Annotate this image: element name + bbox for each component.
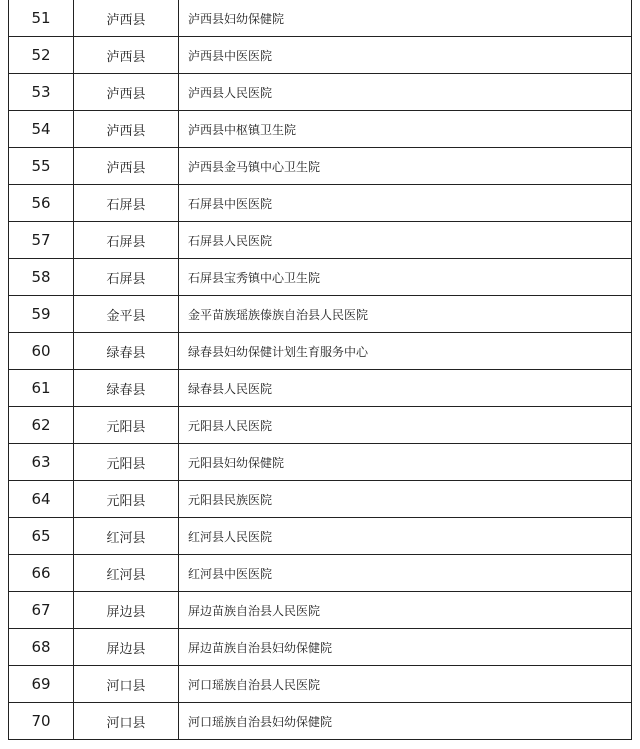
table-row <box>9 74 632 111</box>
row-number: 69 <box>9 666 74 703</box>
hospital-table-body <box>9 0 632 740</box>
table-row <box>9 592 632 629</box>
row-number: 67 <box>9 592 74 629</box>
county-cell: 泸西县 <box>74 148 179 185</box>
county-cell: 金平县 <box>74 296 179 333</box>
county-cell: 红河县 <box>74 518 179 555</box>
hospital-name-cell: 石屏县宝秀镇中心卫生院 <box>179 259 632 296</box>
table-row <box>9 666 632 703</box>
hospital-name-cell: 泸西县金马镇中心卫生院 <box>179 148 632 185</box>
county-cell: 红河县 <box>74 555 179 592</box>
county-cell: 石屏县 <box>74 222 179 259</box>
hospital-name-cell: 绿春县人民医院 <box>179 370 632 407</box>
table-row <box>9 0 632 37</box>
table-row <box>9 185 632 222</box>
table-row <box>9 629 632 666</box>
row-number: 70 <box>9 703 74 740</box>
row-number: 53 <box>9 74 74 111</box>
county-cell: 绿春县 <box>74 333 179 370</box>
row-number: 68 <box>9 629 74 666</box>
row-number: 61 <box>9 370 74 407</box>
table-row <box>9 222 632 259</box>
row-number: 52 <box>9 37 74 74</box>
county-cell: 泸西县 <box>74 0 179 37</box>
hospital-name-cell: 元阳县民族医院 <box>179 481 632 518</box>
county-cell: 泸西县 <box>74 111 179 148</box>
hospital-name-cell: 河口瑶族自治县人民医院 <box>179 666 632 703</box>
row-number: 55 <box>9 148 74 185</box>
table-row <box>9 444 632 481</box>
table-row <box>9 333 632 370</box>
hospital-name-cell: 金平苗族瑶族傣族自治县人民医院 <box>179 296 632 333</box>
hospital-name-cell: 泸西县妇幼保健院 <box>179 0 632 37</box>
hospital-table <box>8 0 632 740</box>
table-row <box>9 296 632 333</box>
table-row <box>9 259 632 296</box>
table-row <box>9 148 632 185</box>
table-row <box>9 111 632 148</box>
table-row <box>9 518 632 555</box>
county-cell: 河口县 <box>74 666 179 703</box>
row-number: 57 <box>9 222 74 259</box>
hospital-name-cell: 红河县人民医院 <box>179 518 632 555</box>
hospital-name-cell: 绿春县妇幼保健计划生育服务中心 <box>179 333 632 370</box>
hospital-name-cell: 元阳县妇幼保健院 <box>179 444 632 481</box>
hospital-name-cell: 屏边苗族自治县人民医院 <box>179 592 632 629</box>
hospital-name-cell: 河口瑶族自治县妇幼保健院 <box>179 703 632 740</box>
row-number: 56 <box>9 185 74 222</box>
county-cell: 泸西县 <box>74 37 179 74</box>
county-cell: 河口县 <box>74 703 179 740</box>
hospital-name-cell: 泸西县中医医院 <box>179 37 632 74</box>
county-cell: 元阳县 <box>74 407 179 444</box>
row-number: 65 <box>9 518 74 555</box>
county-cell: 绿春县 <box>74 370 179 407</box>
hospital-name-cell: 石屏县中医医院 <box>179 185 632 222</box>
row-number: 59 <box>9 296 74 333</box>
row-number: 51 <box>9 0 74 37</box>
hospital-name-cell: 石屏县人民医院 <box>179 222 632 259</box>
row-number: 62 <box>9 407 74 444</box>
county-cell: 元阳县 <box>74 444 179 481</box>
county-cell: 泸西县 <box>74 74 179 111</box>
county-cell: 元阳县 <box>74 481 179 518</box>
table-row <box>9 407 632 444</box>
row-number: 58 <box>9 259 74 296</box>
row-number: 54 <box>9 111 74 148</box>
table-row <box>9 37 632 74</box>
row-number: 64 <box>9 481 74 518</box>
county-cell: 屏边县 <box>74 592 179 629</box>
hospital-name-cell: 红河县中医医院 <box>179 555 632 592</box>
table-row <box>9 481 632 518</box>
hospital-name-cell: 泸西县人民医院 <box>179 74 632 111</box>
table-row <box>9 555 632 592</box>
row-number: 63 <box>9 444 74 481</box>
row-number: 66 <box>9 555 74 592</box>
county-cell: 石屏县 <box>74 185 179 222</box>
county-cell: 屏边县 <box>74 629 179 666</box>
table-row <box>9 370 632 407</box>
hospital-name-cell: 泸西县中枢镇卫生院 <box>179 111 632 148</box>
hospital-name-cell: 元阳县人民医院 <box>179 407 632 444</box>
county-cell: 石屏县 <box>74 259 179 296</box>
table-row <box>9 703 632 740</box>
hospital-name-cell: 屏边苗族自治县妇幼保健院 <box>179 629 632 666</box>
row-number: 60 <box>9 333 74 370</box>
